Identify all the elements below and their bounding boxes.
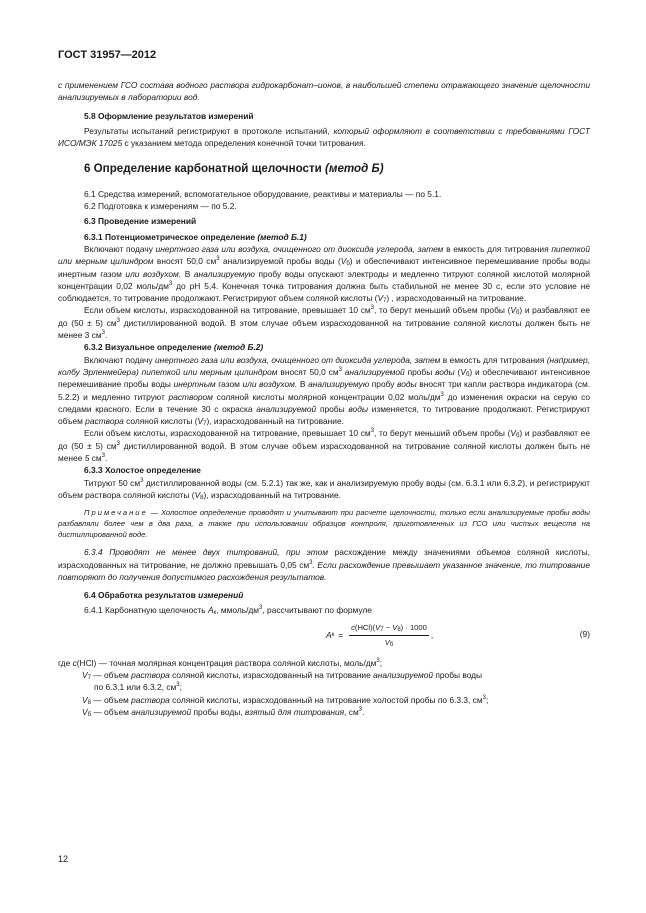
page-header-standard: ГОСТ 31957—2012 (58, 49, 157, 61)
clause-6-3-2-heading: 6.3.2 Визуальное определение (метод Б.2) (84, 342, 264, 353)
clause-6-3-3-text: Титруют 50 $см^3$ дистиллированной воды (см. 5.2.1) так же, как и анализируемую пробу воды (см. 6.3.1 или 6.3.2), и регистрируют объем раствора соляной кислоты $(V_8)$, израсходованный на титрование. (58, 477, 590, 501)
clause-6-3-1-heading: 6.3.1 Потенциометрическое определение (метод Б.1) (84, 231, 307, 242)
clause-6-3-heading: 6.3 Проведение измерений (84, 216, 197, 227)
clause-6-3-1-dilution: Если объем кислоты, израсходованной на титрование, превышает 10 $см^3$, то берут меньший объем пробы $(V_б)$ и разбавляют ее до (50 ± 5) $см^3$ дистиллированной водой. В этом случае объем израсходованной на титрование соляной кислоты должен быть не менее 3 $см^3$. (58, 305, 591, 341)
continuation-paragraph: с применением ГСО состава водного раствора гидрокарбонат–ионов, в наибольшей степени отражающего значение щелочности анализируемых в лаборатории вод. (58, 80, 590, 103)
formula-denominator: $V_б$ (384, 637, 394, 648)
clause-6-3-2-text: Включают подачу инертного газа или воздуха, очищенного от диоксида углерода, затем в емкость для титрования (например, колбу Эрленмейера) пипеткой или мерным цилиндром вносят 50,0 $см^3$ анализируемой пробы воды $(V_б)$ и обеспечивают интенсивное перемешивание пробы воды инертным газом или воздухом. В анализируемую пробу воды вносят три капли раствора индикатора (см. 5.2.2) и медленно титруют раствором соляной кислоты молярной концентрации 0,02 моль/$дм^3$ до изменения окраски на серую со следами красного. Если в течение 30 с окраска анализируемой пробы воды изменяется, то титрование продолжают. Регистрируют объем раствора соляной кислоты $(V_7)$, израсходованный на титрование. (58, 354, 591, 428)
section-6-heading: 6 Определение карбонатной щелочности (метод Б) (84, 162, 384, 176)
clause-6-3-2-dilution: Если объем кислоты, израсходованной на титрование, превышает 10 $см^3$, то берут меньший объем пробы $(V_б)$ и разбавляют ее до (50 ± 5) $см^3$ дистиллированной водой. В этом случае объем израсходованной на титрование соляной кислоты должен быть не менее 5 $см^3$. (58, 428, 591, 464)
clause-6-1: 6.1 Средства измерений, вспомогательное оборудование, реактивы и материалы — по 5.1. (84, 188, 442, 199)
section-5-8-heading: 5.8 Оформление результатов измерений (84, 110, 254, 121)
def-v8: $V_8$ — объем раствора соляной кислоты, израсходованный на титрование холостой пробы по 6.3.3, $см^3$; (82, 694, 489, 706)
document-body (58, 79, 590, 718)
formula-number: (9) (579, 628, 590, 639)
variable-definitions (58, 657, 590, 718)
formula-9 (58, 619, 590, 653)
def-vb: $V_б$ — объем анализируемой пробы воды, взятый для титрования, $см^3$. (82, 706, 365, 718)
clause-6-4-1: 6.4.1 Карбонатную щелочность $A_к$, ммоль/$дм^3$, рассчитывают по формуле (84, 605, 372, 617)
def-c: где c(HCl) — точная молярная концентрация раствора соляной кислоты, моль/$дм^3$; (58, 657, 383, 668)
clause-6-3-1-text: Включают подачу инертного газа или воздуха, очищенного от диоксида углерода, затем в емкость для титрования пипеткой или мерным цилиндром вносят 50,0 $см^3$ анализируемой пробы воды $(V_б)$ и обеспечивают интенсивное перемешивание пробы воды инертным газом или воздухом. В анализируемую пробу воды опускают электроды и медленно титруют соляной кислотой молярной концентрации 0,02 моль/$дм^3$ до pH 5,4. Конечная точка титрования должна быть стабильной не менее 30 с, если это условие не соблюдается, то титрование продолжают. Регистрируют объем соляной кислоты $(V_7)$ , израсходованный на титрование. (58, 243, 590, 305)
note-label: Примечание (84, 508, 148, 518)
formula-numerator: $c(HCl)(V_7 - V_8) \cdot 1000$ (349, 622, 429, 636)
clause-6-4-heading: 6.4 Обработка результатов измерений (84, 590, 244, 601)
clause-6-2: 6.2 Подготовка к измерениям — по 5.2. (84, 201, 237, 212)
clause-6-3-4: 6.3.4 Проводят не менее двух титрований, при этом расхождение между значениями объемов соляной кислоты, израсходованных на титрование, не должно превышать 0,05 $см^3$. Если расхождение превышает указанное значение, то титрование повторяют до получения допустимого расхождения результатов. (58, 547, 591, 582)
page-number: 12 (58, 854, 69, 864)
clause-6-3-3-heading: 6.3.3 Холостое определение (84, 465, 201, 476)
section-5-8-text: Результаты испытаний регистрируют в протоколе испытаний, который оформляют в соответствии с требованиями ГОСТ ИСО/МЭК 17025 с указанием метода определения конечной точки титрования. (58, 125, 591, 149)
note-paragraph: Примечание — Холостое определение проводят и учитывают при расчете щелочности, только если анализируемые пробы воды разбавляли более чем в два раза, а также при использовании образцов контроля, приготовленных из ГСО или чистых веществ на дистиллированной воде. (58, 508, 590, 540)
formula-expression: A к = $\frac{c(HCl)(V_7 - V_8) \cdot 1000}{V_б}$ , (326, 622, 434, 648)
def-v7-cont: по 6.3.1 или 6.3.2, $см^3$; (94, 682, 182, 693)
def-v7: $V_7$ — объем раствора соляной кислоты, израсходованный на титрование анализируемой пробы воды (82, 669, 483, 681)
formula-fraction (349, 622, 429, 650)
